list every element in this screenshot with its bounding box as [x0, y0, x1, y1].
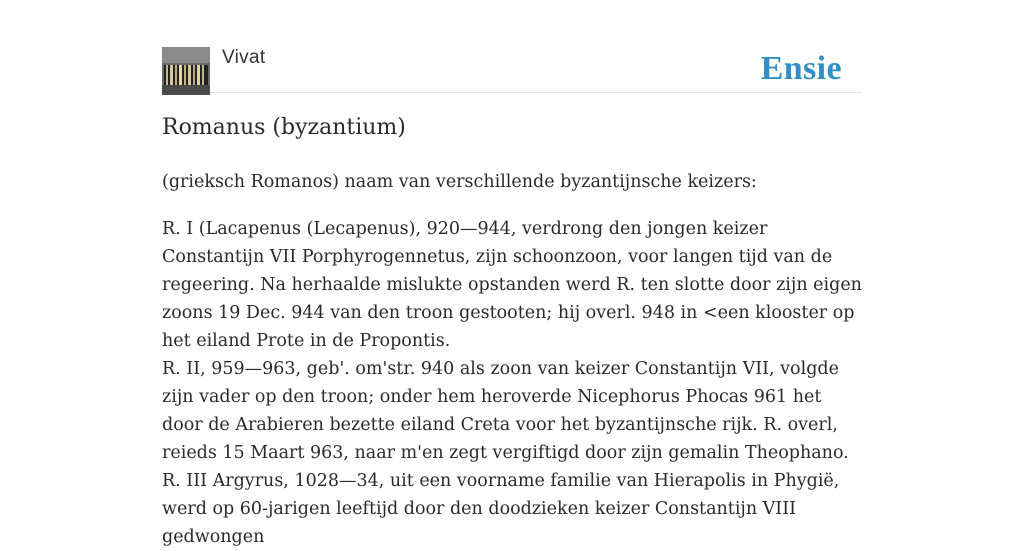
article-entries: [162, 215, 866, 551]
header: [162, 46, 862, 93]
entry-paragraph: R. III Argyrus, 1028—34, uit een voorname familie van Hierapolis in Phygië, werd op 60-jarigen leeftijd door den doodzieken keizer Constantijn VIII gedwongen: [162, 471, 840, 547]
page-title: Romanus (byzantium): [162, 115, 406, 140]
article-intro: (grieksch Romanos) naam van verschillende byzantijnsche keizers:: [162, 172, 757, 192]
ensie-logo-link[interactable]: Ensie: [760, 50, 842, 87]
author-avatar[interactable]: [162, 47, 210, 95]
entry-paragraph: R. I (Lacapenus (Lecapenus), 920—944, verdrong den jongen keizer Constantijn VII Porphyrogennetus, zijn schoonzoon, voor langen tijd van de regeering. Na herhaalde mislukte opstanden werd R. ten slotte door zijn eigen zoons 19 Dec. 944 van den troon gestooten; hij overl. 948 in <een klooster op het eiland Prote in de Propontis.: [162, 219, 862, 351]
article-body: [162, 168, 866, 551]
entry-paragraph: R. II, 959—963, geb'. om'str. 940 als zoon van keizer Constantijn VII, volgde zijn vader op den troon; onder hem heroverde Nicephorus Phocas 961 het door de Arabieren bezette eiland Creta voor het byzantijnsche rijk. R. overl, reieds 15 Maart 963, naar m'en zegt vergiftigd door zijn gemalin Theophano.: [162, 359, 849, 463]
books-avatar-icon: [162, 47, 210, 95]
author-name[interactable]: Vivat: [222, 47, 266, 68]
